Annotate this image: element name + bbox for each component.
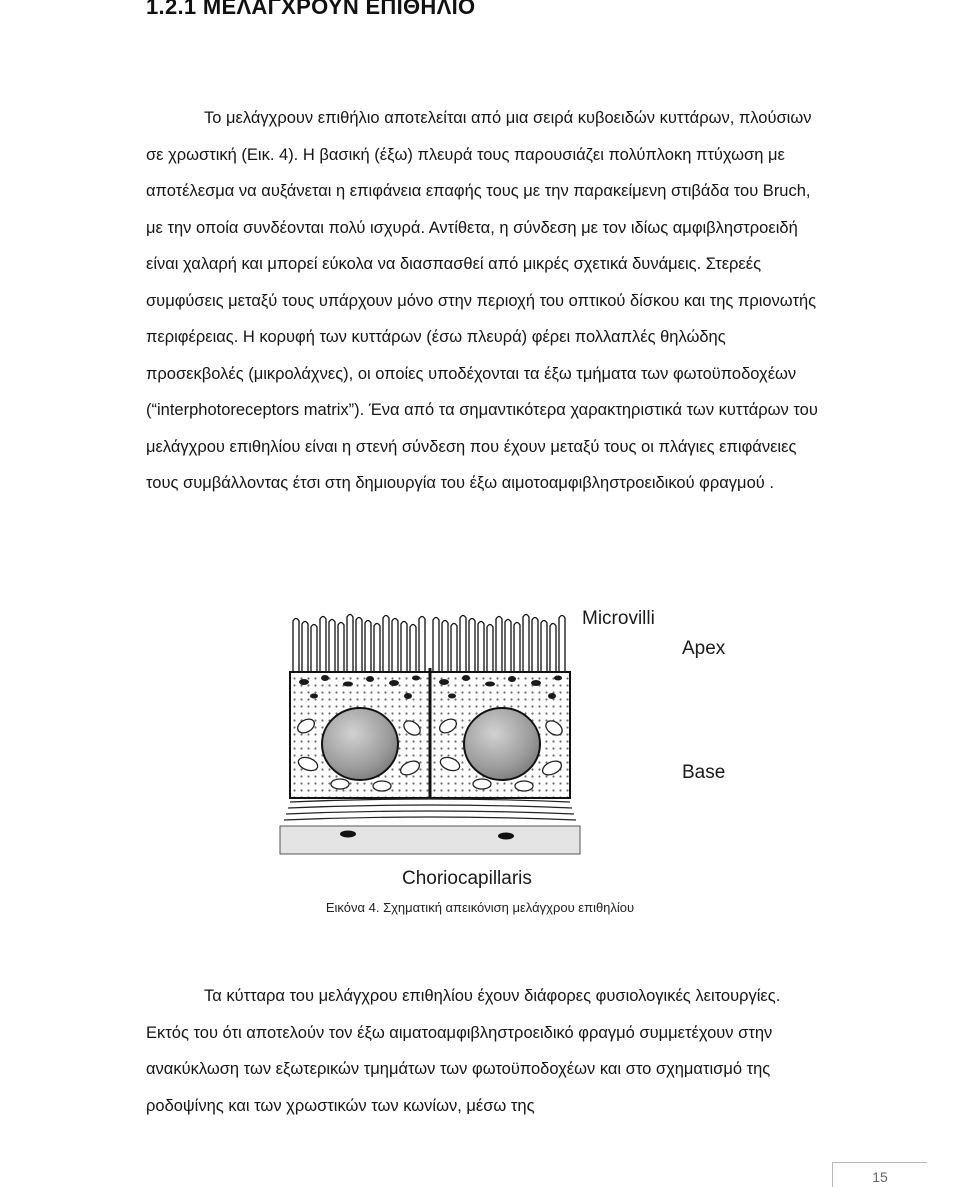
page-number: 15 [872, 1169, 888, 1185]
microvillus [320, 617, 326, 673]
rpe-schematic-figure [270, 598, 730, 894]
microvillus [410, 625, 416, 673]
choriocapillaris-layer [280, 826, 580, 854]
microvillus [401, 622, 407, 673]
microvillus [302, 622, 308, 673]
paragraph-text: Τα κύτταρα του μελάγχρου επιθηλίου έχουν διάφορες φυσιολογικές λειτουργίες. Εκτός του ότι αποτελούν τον έξω αιματοαμφιβληστροειδικό φραγμό συμμετέχουν στην ανακύκλωση των εξωτερικών τμημάτων των φωτοϋποδοχέων και στο σχηματισμό της ροδοψίνης και των χρωστικών των κωνίων, μέσω της [146, 987, 781, 1115]
microvillus [356, 618, 362, 673]
microvillus [311, 625, 317, 673]
paragraph-rpe-functions [146, 978, 826, 1124]
microvillus [347, 615, 353, 673]
microvillus [365, 621, 371, 673]
microvillus [419, 617, 425, 673]
paragraph-text: Το μελάγχρουν επιθήλιο αποτελείται από μια σειρά κυβοειδών κυττάρων, πλούσιων σε χρωστική (Εικ. 4). Η βασική (έξω) πλευρά τους παρουσιάζει πολύπλοκη πτύχωση με αποτέλεσμα να αυξάνεται η επιφάνεια επαφής τους με την παρακείμενη στιβάδα του Bruch, με την οποία συνδέονται πολύ ισχυρά. Αντίθετα, η σύνδεση με τον ιδίως αμφιβληστροειδή είναι χαλαρή και μπορεί εύκολα να διασπασθεί από μικρές σχετικά δυνάμεις. Στερεές συμφύσεις μεταξύ τους υπάρχουν μόνο στην περιοχή του οπτικού δίσκου και της πριονωτής περιφέρειας. Η κορυφή των κυττάρων (έσω πλευρά) φέρει πολλαπλές θηλώδης προσεκβολές (μικρολάχνες), οι οποίες υποδέχονται τα έξω τμήματα των φωτοϋποδοχέων (“interphotoreceptors matrix”). Ένα από τα σημαντικότερα χαρακτηριστικά των κυττάρων του μελάγχρου επιθηλίου είναι η στενή σύνδεση που έχουν μεταξύ τους οι πλάγιες επιφάνειες τους συμβάλλοντας έτσι στη δημιουργία του έξω αιμοτοαμφιβληστροειδικού φραγμού . [146, 109, 818, 492]
section-heading: 1.2.1 ΜΕΛΑΓΧΡΟΥΝ ΕΠΙΘΗΛΙΟ [146, 0, 476, 19]
microvilli-left [293, 615, 425, 673]
label-choriocapillaris: Choriocapillaris [402, 868, 532, 889]
microvillus [442, 621, 448, 673]
microvillus [523, 615, 529, 673]
label-base: Base [682, 762, 726, 783]
figure-caption: Εικόνα 4. Σχηματική απεικόνιση μελάγχρου επιθηλίου [325, 900, 635, 915]
microvillus [514, 623, 520, 673]
microvillus [383, 616, 389, 673]
microvillus [559, 616, 565, 673]
microvillus [293, 619, 299, 673]
microvillus [329, 620, 335, 673]
page-number-box [832, 1162, 927, 1187]
microvillus [460, 616, 466, 673]
microvillus [433, 618, 439, 673]
microvillus [505, 620, 511, 673]
microvillus [478, 622, 484, 673]
microvillus [496, 617, 502, 673]
microvillus [451, 624, 457, 673]
microvillus [338, 623, 344, 673]
nucleus-right [464, 708, 540, 780]
microvillus [541, 621, 547, 673]
microvillus [469, 619, 475, 673]
microvilli-right [433, 615, 565, 673]
microvillus [392, 619, 398, 673]
label-microvilli: Microvilli [582, 608, 655, 629]
paragraph-rpe-structure [146, 100, 826, 502]
label-apex: Apex [682, 638, 726, 659]
microvillus [374, 624, 380, 673]
nucleus-left [322, 708, 398, 780]
microvillus [487, 625, 493, 673]
basal-infoldings [284, 799, 576, 820]
rpe-schematic-illustration [270, 598, 730, 894]
microvillus [550, 624, 556, 673]
microvillus [532, 618, 538, 673]
